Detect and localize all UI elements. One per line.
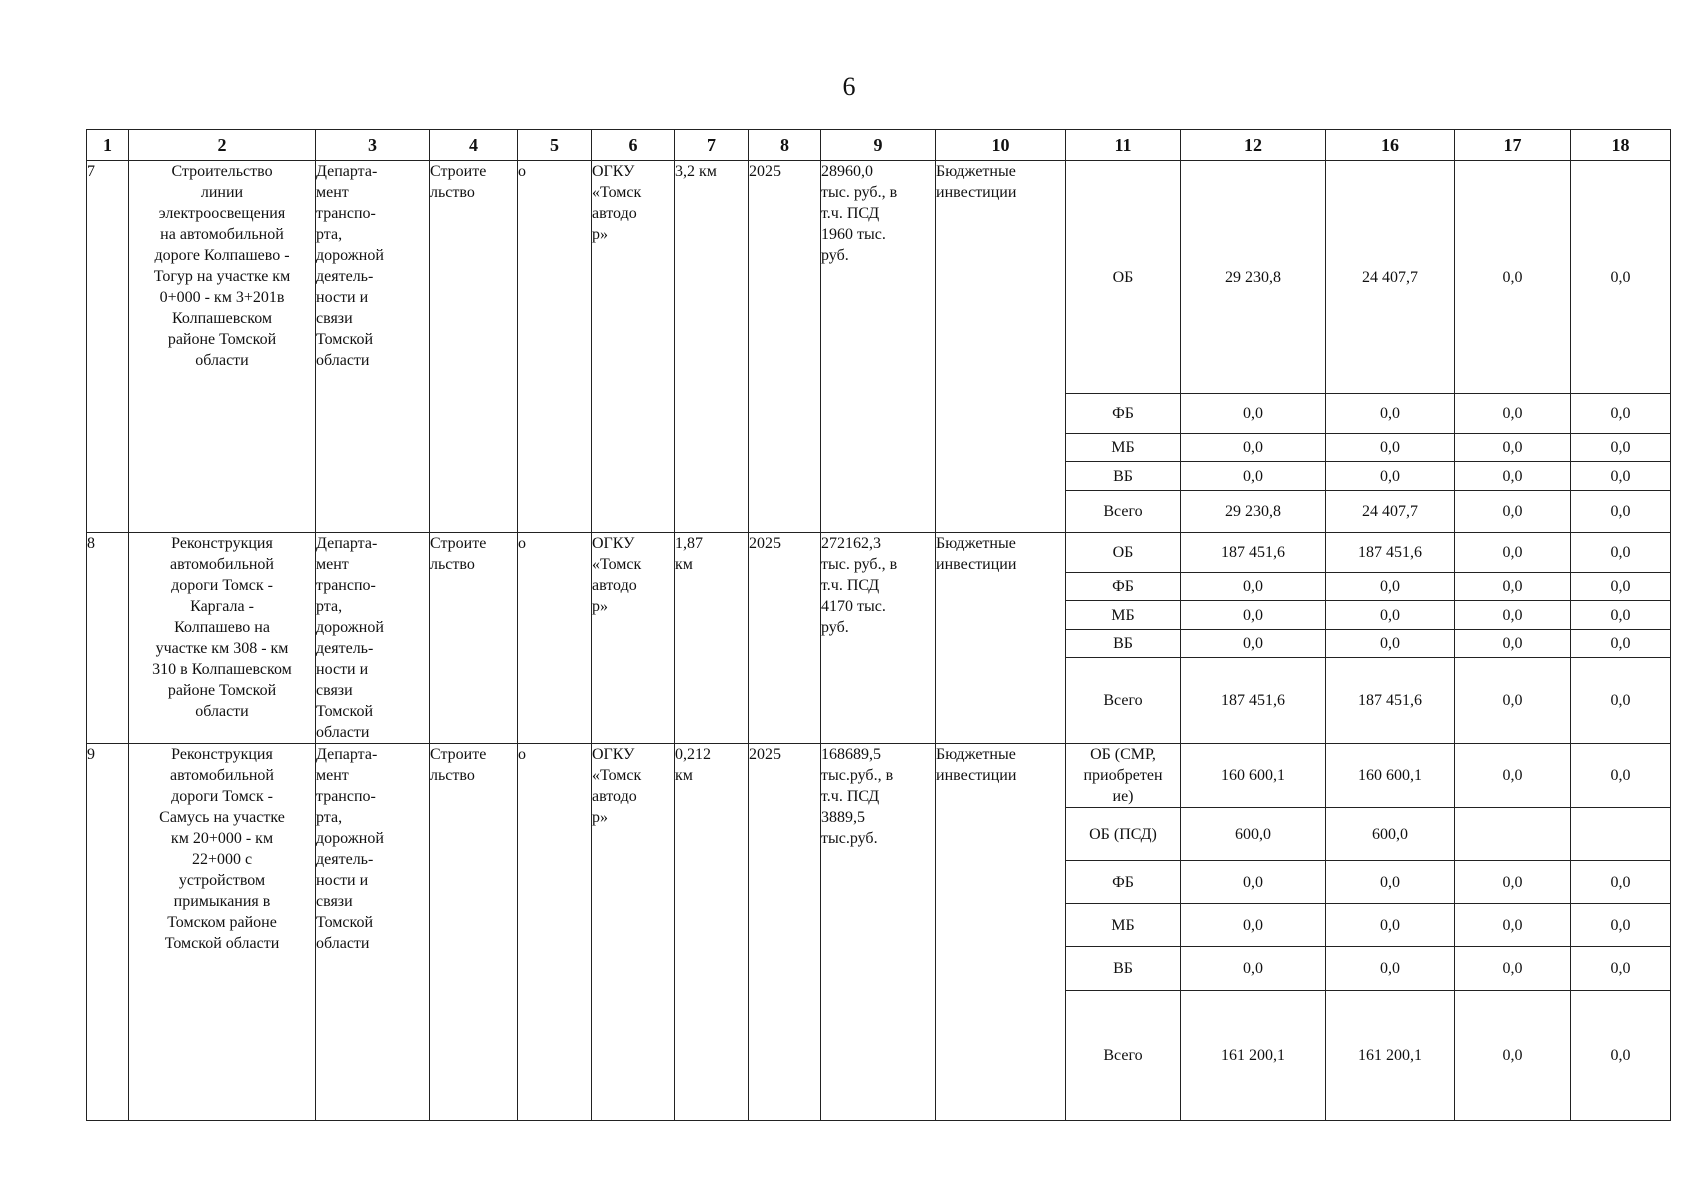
value-col-17: 0,0 xyxy=(1455,904,1571,947)
column-header: 2 xyxy=(129,130,316,161)
funding-source: ВБ xyxy=(1066,462,1181,491)
value-col-18: 0,0 xyxy=(1571,861,1671,904)
capacity-cell xyxy=(675,161,749,533)
row-number: 8 xyxy=(87,535,95,552)
work-type: Строите льство xyxy=(430,746,487,784)
value-col-18: 0,0 xyxy=(1571,630,1671,658)
column-5-value: о xyxy=(518,163,526,180)
department: Департа- мент транспо- рта, дорожной деятель- ности и связи Томской области xyxy=(316,746,384,952)
estimated-cost: 168689,5 тыс.руб., в т.ч. ПСД 3889,5 тыс.руб. xyxy=(821,746,894,847)
value-col-18: 0,0 xyxy=(1571,658,1671,744)
value-col-16: 187 451,6 xyxy=(1326,533,1455,573)
value-col-18: 0,0 xyxy=(1571,601,1671,630)
cost-cell xyxy=(821,533,936,744)
column-5-value: о xyxy=(518,746,526,763)
work-type-cell xyxy=(430,161,518,533)
value-col-17: 0,0 xyxy=(1455,491,1571,533)
funding-source: ФБ xyxy=(1066,394,1181,434)
value-col-16: 24 407,7 xyxy=(1326,161,1455,394)
capacity: 1,87 км xyxy=(675,535,703,573)
funding-source: Всего xyxy=(1066,658,1181,744)
object-name-cell xyxy=(129,161,316,533)
column-5-cell xyxy=(518,533,592,744)
value-col-16: 0,0 xyxy=(1326,861,1455,904)
column-header: 6 xyxy=(592,130,675,161)
value-col-17: 0,0 xyxy=(1455,462,1571,491)
value-col-12: 0,0 xyxy=(1181,434,1326,462)
estimated-cost: 272162,3 тыс. руб., в т.ч. ПСД 4170 тыс. руб. xyxy=(821,535,898,636)
value-col-16: 0,0 xyxy=(1326,434,1455,462)
investment-table xyxy=(86,129,1671,1121)
funding-source: ОБ (СМР, приобретен ие) xyxy=(1066,744,1181,808)
capacity-cell xyxy=(675,744,749,1121)
value-col-12: 29 230,8 xyxy=(1181,161,1326,394)
value-col-16: 0,0 xyxy=(1326,394,1455,434)
value-col-17: 0,0 xyxy=(1455,434,1571,462)
value-col-12: 0,0 xyxy=(1181,947,1326,991)
year: 2025 xyxy=(749,746,781,763)
value-col-18: 0,0 xyxy=(1571,573,1671,601)
column-header: 16 xyxy=(1326,130,1455,161)
capacity: 0,212 км xyxy=(675,746,711,784)
column-5-cell xyxy=(518,744,592,1121)
form-cell xyxy=(936,744,1066,1121)
customer: ОГКУ «Томск автодо р» xyxy=(592,535,642,615)
value-col-16: 0,0 xyxy=(1326,462,1455,491)
department: Департа- мент транспо- рта, дорожной деятель- ности и связи Томской области xyxy=(316,163,384,369)
value-col-12: 187 451,6 xyxy=(1181,533,1326,573)
value-col-12: 0,0 xyxy=(1181,861,1326,904)
department-cell xyxy=(316,161,430,533)
customer: ОГКУ «Томск автодо р» xyxy=(592,746,642,826)
work-type-cell xyxy=(430,744,518,1121)
value-col-12: 187 451,6 xyxy=(1181,658,1326,744)
value-col-12: 29 230,8 xyxy=(1181,491,1326,533)
value-col-12: 161 200,1 xyxy=(1181,991,1326,1121)
object-name-cell xyxy=(129,533,316,744)
value-col-18: 0,0 xyxy=(1571,904,1671,947)
value-col-17: 0,0 xyxy=(1455,161,1571,394)
value-col-12: 0,0 xyxy=(1181,904,1326,947)
table-row xyxy=(87,533,1671,573)
capacity: 3,2 км xyxy=(675,163,717,180)
work-type: Строите льство xyxy=(430,535,487,573)
column-5-cell xyxy=(518,161,592,533)
column-header: 17 xyxy=(1455,130,1571,161)
row-number-cell xyxy=(87,533,129,744)
customer-cell xyxy=(592,744,675,1121)
cost-cell xyxy=(821,161,936,533)
value-col-12: 0,0 xyxy=(1181,394,1326,434)
value-col-18: 0,0 xyxy=(1571,491,1671,533)
funding-source: ОБ (ПСД) xyxy=(1066,808,1181,861)
column-header: 8 xyxy=(749,130,821,161)
value-col-12: 160 600,1 xyxy=(1181,744,1326,808)
year: 2025 xyxy=(749,163,781,180)
value-col-17: 0,0 xyxy=(1455,630,1571,658)
work-type-cell xyxy=(430,533,518,744)
work-type: Строите льство xyxy=(430,163,487,201)
column-header: 4 xyxy=(430,130,518,161)
column-header: 10 xyxy=(936,130,1066,161)
value-col-16: 0,0 xyxy=(1326,947,1455,991)
year-cell xyxy=(749,533,821,744)
estimated-cost: 28960,0 тыс. руб., в т.ч. ПСД 1960 тыс. руб. xyxy=(821,163,898,264)
value-col-18: 0,0 xyxy=(1571,394,1671,434)
column-header: 11 xyxy=(1066,130,1181,161)
value-col-12: 0,0 xyxy=(1181,462,1326,491)
funding-source: ОБ xyxy=(1066,533,1181,573)
year-cell xyxy=(749,744,821,1121)
customer-cell xyxy=(592,533,675,744)
customer: ОГКУ «Томск автодо р» xyxy=(592,163,642,243)
form-cell xyxy=(936,161,1066,533)
table-row xyxy=(87,744,1671,808)
investment-form: Бюджетные инвестиции xyxy=(936,535,1017,573)
value-col-18: 0,0 xyxy=(1571,434,1671,462)
header-row xyxy=(87,130,1671,161)
funding-source: ВБ xyxy=(1066,630,1181,658)
value-col-12: 0,0 xyxy=(1181,630,1326,658)
value-col-18: 0,0 xyxy=(1571,161,1671,394)
column-header: 1 xyxy=(87,130,129,161)
value-col-17: 0,0 xyxy=(1455,658,1571,744)
value-col-17: 0,0 xyxy=(1455,947,1571,991)
value-col-16: 0,0 xyxy=(1326,601,1455,630)
capacity-cell xyxy=(675,533,749,744)
column-header: 12 xyxy=(1181,130,1326,161)
value-col-17: 0,0 xyxy=(1455,533,1571,573)
row-number-cell xyxy=(87,161,129,533)
department: Департа- мент транспо- рта, дорожной деятель- ности и связи Томской области xyxy=(316,535,384,741)
department-cell xyxy=(316,744,430,1121)
column-header: 7 xyxy=(675,130,749,161)
year: 2025 xyxy=(749,535,781,552)
value-col-17: 0,0 xyxy=(1455,394,1571,434)
object-name: Реконструкция автомобильной дороги Томск - Каргала - Колпашево на участке км 308 - км 310 в Колпашевском районе Томской области xyxy=(152,535,292,720)
object-name: Строительство линии электроосвещения на автомобильной дороге Колпашево - Тогур на участке км 0+000 - км 3+201в Колпашевском районе Томской области xyxy=(153,163,291,369)
value-col-18: 0,0 xyxy=(1571,991,1671,1121)
value-col-17: 0,0 xyxy=(1455,861,1571,904)
value-col-18: 0,0 xyxy=(1571,462,1671,491)
column-header: 9 xyxy=(821,130,936,161)
value-col-16: 160 600,1 xyxy=(1326,744,1455,808)
customer-cell xyxy=(592,161,675,533)
funding-source: МБ xyxy=(1066,904,1181,947)
cost-cell xyxy=(821,744,936,1121)
row-number: 9 xyxy=(87,746,95,763)
value-col-17: 0,0 xyxy=(1455,601,1571,630)
value-col-16: 161 200,1 xyxy=(1326,991,1455,1121)
value-col-16: 187 451,6 xyxy=(1326,658,1455,744)
funding-source: Всего xyxy=(1066,491,1181,533)
department-cell xyxy=(316,533,430,744)
investment-form: Бюджетные инвестиции xyxy=(936,163,1017,201)
funding-source: ФБ xyxy=(1066,573,1181,601)
value-col-16: 0,0 xyxy=(1326,573,1455,601)
value-col-18 xyxy=(1571,808,1671,861)
value-col-18: 0,0 xyxy=(1571,947,1671,991)
value-col-18: 0,0 xyxy=(1571,744,1671,808)
value-col-18: 0,0 xyxy=(1571,533,1671,573)
table-row xyxy=(87,161,1671,394)
funding-source: Всего xyxy=(1066,991,1181,1121)
row-number-cell xyxy=(87,744,129,1121)
object-name-cell xyxy=(129,744,316,1121)
value-col-16: 600,0 xyxy=(1326,808,1455,861)
value-col-17: 0,0 xyxy=(1455,744,1571,808)
year-cell xyxy=(749,161,821,533)
value-col-12: 0,0 xyxy=(1181,573,1326,601)
funding-source: ВБ xyxy=(1066,947,1181,991)
form-cell xyxy=(936,533,1066,744)
funding-source: МБ xyxy=(1066,601,1181,630)
funding-source: ФБ xyxy=(1066,861,1181,904)
value-col-12: 600,0 xyxy=(1181,808,1326,861)
investment-form: Бюджетные инвестиции xyxy=(936,746,1017,784)
column-header: 5 xyxy=(518,130,592,161)
value-col-17 xyxy=(1455,808,1571,861)
value-col-12: 0,0 xyxy=(1181,601,1326,630)
column-5-value: о xyxy=(518,535,526,552)
value-col-17: 0,0 xyxy=(1455,991,1571,1121)
column-header: 3 xyxy=(316,130,430,161)
object-name: Реконструкция автомобильной дороги Томск - Самусь на участке км 20+000 - км 22+000 с устройством примыкания в Томском районе Томской области xyxy=(159,746,285,952)
value-col-16: 0,0 xyxy=(1326,630,1455,658)
page-number: 6 xyxy=(842,72,856,101)
funding-source: ОБ xyxy=(1066,161,1181,394)
value-col-16: 24 407,7 xyxy=(1326,491,1455,533)
row-number: 7 xyxy=(87,163,95,180)
funding-source: МБ xyxy=(1066,434,1181,462)
column-header: 18 xyxy=(1571,130,1671,161)
value-col-17: 0,0 xyxy=(1455,573,1571,601)
value-col-16: 0,0 xyxy=(1326,904,1455,947)
